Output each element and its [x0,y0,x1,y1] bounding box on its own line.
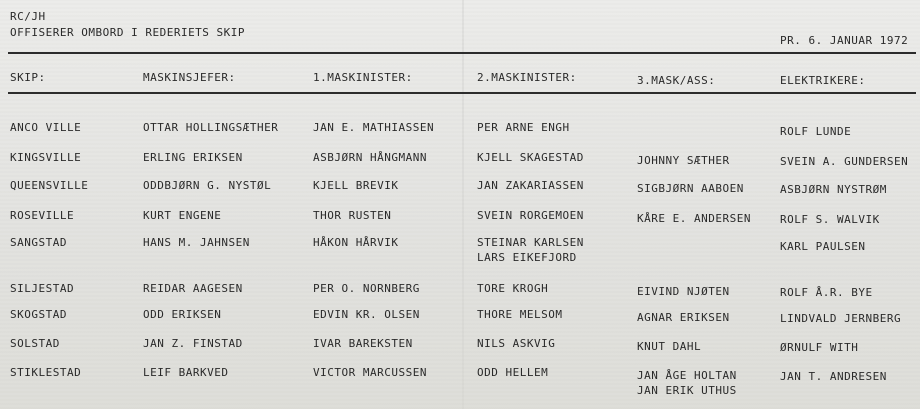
cell-chief-engineer: JAN Z. FINSTAD [143,337,243,350]
cell-ship: SANGSTAD [10,236,67,249]
column-header-elektrikere: ELEKTRIKERE: [780,74,866,87]
cell-third-engineer: KÅRE E. ANDERSEN [637,212,751,225]
cell-chief-engineer: ODDBJØRN G. NYSTØL [143,179,272,192]
cell-second-engineer: TORE KROGH [477,282,549,295]
cell-ship: ROSEVILLE [10,209,75,222]
cell-electrician: SVEIN A. GUNDERSEN [780,155,909,168]
cell-third-engineer: AGNAR ERIKSEN [637,311,730,324]
cell-chief-engineer: HANS M. JAHNSEN [143,236,250,249]
cell-ship: KINGSVILLE [10,151,82,164]
cell-electrician: ROLF LUNDE [780,125,852,138]
cell-second-engineer: KJELL SKAGESTAD [477,151,584,164]
document-date: PR. 6. JANUAR 1972 [780,34,909,47]
cell-second-engineer: ODD HELLEM [477,366,549,379]
cell-first-engineer: IVAR BAREKSTEN [313,337,413,350]
cell-chief-engineer: OTTAR HOLLINGSÆTHER [143,121,279,134]
cell-second-engineer: THORE MELSOM [477,308,563,321]
header-rule-top [8,52,916,54]
column-header-2-maskinister: 2.MASKINISTER: [477,71,577,84]
column-header-3-mask-ass: 3.MASK/ASS: [637,74,716,87]
cell-electrician: JAN T. ANDRESEN [780,370,887,383]
cell-electrician: ASBJØRN NYSTRØM [780,183,887,196]
cell-first-engineer: THOR RUSTEN [313,209,392,222]
cell-ship: ANCO VILLE [10,121,82,134]
cell-second-engineer: NILS ASKVIG [477,337,556,350]
header-rule-bottom [8,92,916,94]
cell-electrician: ROLF S. WALVIK [780,213,880,226]
cell-second-engineer: LARS EIKEFJORD [477,251,577,264]
cell-third-engineer: EIVIND NJØTEN [637,285,730,298]
column-header-maskinsjefer: MASKINSJEFER: [143,71,236,84]
cell-first-engineer: PER O. NORNBERG [313,282,420,295]
cell-ship: SILJESTAD [10,282,75,295]
cell-second-engineer: PER ARNE ENGH [477,121,570,134]
cell-ship: QUEENSVILLE [10,179,89,192]
cell-ship: SOLSTAD [10,337,60,350]
cell-first-engineer: HÅKON HÅRVIK [313,236,399,249]
cell-chief-engineer: ERLING ERIKSEN [143,151,243,164]
cell-first-engineer: JAN E. MATHIASSEN [313,121,435,134]
cell-chief-engineer: KURT ENGENE [143,209,222,222]
cell-chief-engineer: LEIF BARKVED [143,366,229,379]
cell-ship: STIKLESTAD [10,366,82,379]
cell-chief-engineer: REIDAR AAGESEN [143,282,243,295]
cell-third-engineer: JAN ERIK UTHUS [637,384,737,397]
cell-second-engineer: JAN ZAKARIASSEN [477,179,584,192]
cell-first-engineer: ASBJØRN HÅNGMANN [313,151,427,164]
cell-ship: SKOGSTAD [10,308,67,321]
cell-chief-engineer: ODD ERIKSEN [143,308,222,321]
cell-first-engineer: EDVIN KR. OLSEN [313,308,420,321]
column-header-skip: SKIP: [10,71,46,84]
page-fold [462,0,464,409]
cell-first-engineer: KJELL BREVIK [313,179,399,192]
cell-electrician: ROLF Å.R. BYE [780,286,873,299]
cell-third-engineer: KNUT DAHL [637,340,702,353]
document-title: OFFISERER OMBORD I REDERIETS SKIP [10,26,246,39]
cell-third-engineer: JOHNNY SÆTHER [637,154,730,167]
cell-third-engineer: SIGBJØRN AABOEN [637,182,744,195]
cell-second-engineer: SVEIN RORGEMOEN [477,209,584,222]
cell-first-engineer: VICTOR MARCUSSEN [313,366,427,379]
cell-electrician: ØRNULF WITH [780,341,859,354]
column-header-1-maskinister: 1.MASKINISTER: [313,71,413,84]
cell-second-engineer: STEINAR KARLSEN [477,236,584,249]
cell-electrician: LINDVALD JERNBERG [780,312,902,325]
cell-third-engineer: JAN ÅGE HOLTAN [637,369,737,382]
document-initials: RC/JH [10,10,46,23]
cell-electrician: KARL PAULSEN [780,240,866,253]
